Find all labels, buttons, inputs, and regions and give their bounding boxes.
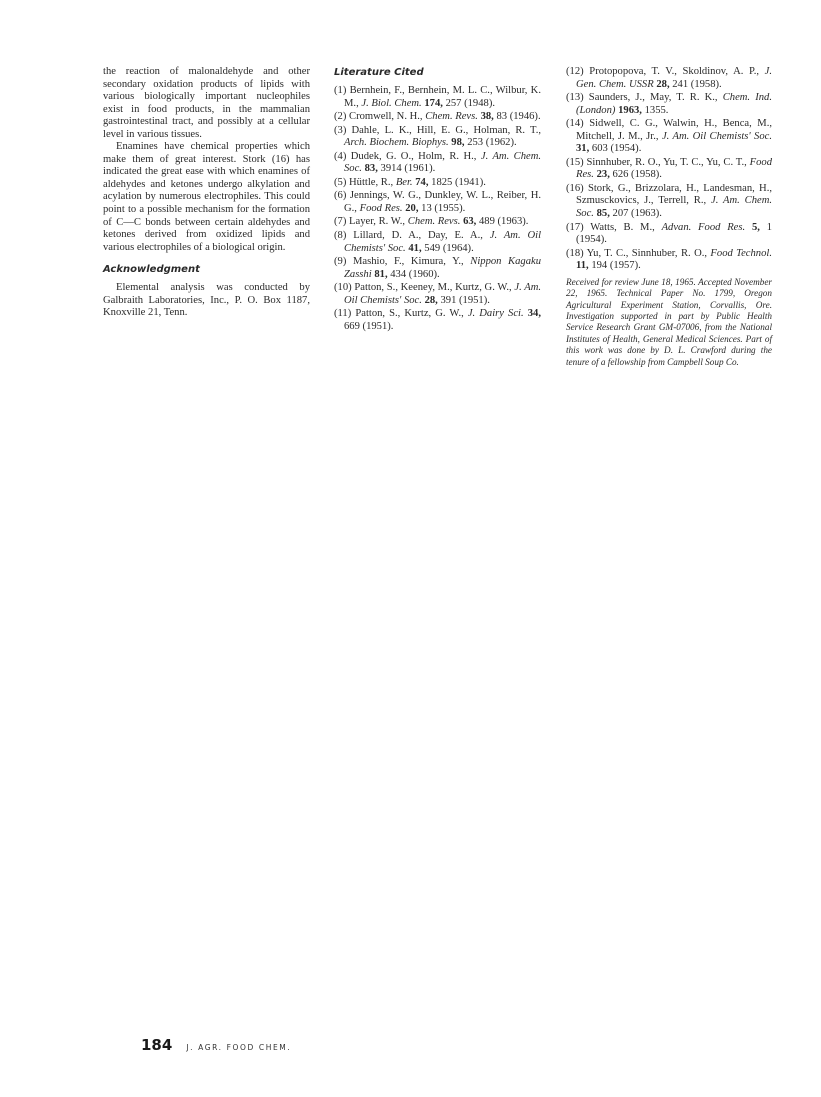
reference-authors: Patton, S., Keeney, M., Kurtz, G. W., [354,282,512,294]
reference-volume: 11, [576,260,589,272]
reference-volume: 5, [751,221,760,233]
reference-volume: 38, [480,111,494,123]
reference-authors: Mashio, F., Kimura, Y., [352,256,464,268]
reference-number: (10) [334,282,352,294]
reference-journal: Food Res. [576,156,773,181]
reference-authors: Protopopova, T. V., Skoldinov, A. P., [589,66,760,77]
reference-number: (12) [566,66,584,77]
acknowledgment-heading: Acknowledgment [103,264,200,276]
reference-volume: 28, [656,78,670,90]
reference-volume: 20, [405,202,419,214]
reference-volume: 74, [415,176,429,188]
reference-journal: J. Gen. Chem. USSR [576,66,773,90]
reference-number: (6) [334,190,347,202]
reference-pages-year: 626 (1958). [612,169,662,181]
reference-entry [334,216,541,229]
reference-pages-year: 1825 (1941). [431,176,486,188]
acknowledgment-text: Elemental analysis was conducted by Galbraith Laboratories, Inc., P. O. Box 1187, Knoxville 21, Tenn. [103,282,310,319]
reference-entry [566,222,772,247]
reference-entry [566,66,772,91]
left-column [103,66,310,320]
reference-journal: J. Dairy Sci. [467,308,524,320]
reference-volume: 31, [576,143,590,155]
reference-entry [566,248,772,273]
reference-pages-year: 603 (1954). [591,143,642,155]
reference-journal: Arch. Biochem. Biophys. [344,137,449,149]
reference-authors: Jennings, W. G., Dunkley, W. L., Reiber, H. G., [344,190,542,214]
reference-journal: J. Am. Oil Chemists' Soc. [344,282,541,306]
reference-journal: Chem. Revs. [407,216,461,228]
reference-journal: Advan. Food Res. [661,221,746,233]
page-footer [141,1036,291,1054]
reference-pages-year: 1 (1954). [576,221,772,246]
reference-list [334,85,541,333]
reference-journal: Nippon Kagaku Zasshi [344,256,541,280]
reference-pages-year: 1355. [644,104,669,116]
reference-pages-year: 434 (1960). [390,268,440,280]
reference-number: (1) [334,85,347,96]
reference-volume: 28, [424,294,438,306]
reference-volume: 174, [424,97,443,109]
reference-entry [566,118,772,156]
reference-journal: J. Biol. Chem. [361,97,422,109]
right-column [566,66,772,368]
reference-authors: Saunders, J., May, T. R. K., [588,92,718,104]
reference-pages-year: 257 (1948). [445,97,495,109]
reference-pages-year: 253 (1962). [467,137,517,149]
reference-entry [566,157,772,182]
body-paragraph: Enamines have chemical properties which make them of great interest. Stork (16) has indicated the great ease with which enamines of aldehydes and ketones undergo alkylation and acylation by numerous electrophiles. This could point to a possible mechanism for the formation of C—C bonds between certain aldehydes and ketones derived from oxidized lipids and various electrophiles of a biological origin. [103,141,310,253]
reference-entry [334,111,541,124]
reference-journal: Ber. [395,176,413,188]
reference-number: (16) [566,182,584,194]
reference-volume: 63, [463,216,477,228]
reference-authors: Hüttle, R., [349,176,394,188]
reference-number: (18) [566,247,584,259]
reference-journal: Chem. Ind. (London) [576,92,772,116]
reference-pages-year: 207 (1963). [612,208,662,220]
reference-authors: Layer, R. W., [349,216,406,228]
page-number: 184 [141,1036,173,1054]
literature-cited-heading: Literature Cited [334,67,424,78]
reference-volume: 98, [451,137,465,149]
reference-number: (8) [334,230,347,242]
reference-entry [334,125,541,150]
middle-column [334,66,541,334]
reference-authors: Sidwell, C. G., Walwin, H., Benca, M., Mitchell, J. M., Jr., [576,118,773,142]
reference-journal: Food Res. [359,202,403,214]
reference-entry [334,256,541,281]
reference-journal: Chem. Revs. [425,111,478,123]
reference-pages-year: 549 (1964). [424,242,474,254]
reference-volume: 85, [596,208,610,220]
reference-entry [566,92,772,117]
reference-authors: Stork, G., Brizzolara, H., Landesman, H., Szmusckovics, J., Terrell, R., [576,182,772,207]
reference-volume: 23, [596,169,610,181]
reference-authors: Patton, S., Kurtz, G. W., [355,308,464,320]
reference-volume: 34, [527,308,541,320]
reference-authors: Dudek, G. O., Holm, R. H., [350,150,477,162]
reference-entry [334,282,541,307]
reference-journal: J. Am. Chem. Soc. [344,150,541,175]
reference-number: (14) [566,118,584,130]
reference-number: (15) [566,156,584,168]
reference-list [566,66,772,273]
reference-number: (3) [334,124,347,136]
reference-entry [334,151,541,176]
journal-name: J. AGR. FOOD CHEM. [186,1043,292,1052]
reference-journal: Food Technol. [710,247,772,259]
reference-number: (2) [334,111,347,123]
reference-authors: Lillard, D. A., Day, E. A., [353,230,483,242]
reference-number: (7) [334,216,347,228]
reference-pages-year: 83 (1946). [496,111,541,123]
reference-entry [334,308,541,333]
reference-number: (5) [334,176,347,188]
reference-journal: J. Am. Chem. Soc. [576,195,772,220]
reference-volume: 1963, [618,104,642,116]
reference-pages-year: 669 (1951). [344,320,394,332]
reference-journal: J. Am. Oil Chemists' Soc. [344,230,542,254]
reference-authors: Bernhein, F., Bernhein, M. L. C., Wilbur, K. M., [344,85,541,109]
reference-pages-year: 391 (1951). [440,294,490,306]
reference-authors: Watts, B. M., [590,221,655,233]
reference-pages-year: 194 (1957). [591,260,641,272]
reference-entry [334,85,541,110]
reference-number: (4) [334,150,347,162]
reference-entry [334,177,541,190]
reference-number: (13) [566,92,584,104]
reference-authors: Dahle, L. K., Hill, E. G., Holman, R. T., [351,124,541,136]
reference-number: (9) [334,256,347,268]
reference-pages-year: 241 (1958). [672,78,722,90]
reference-entry [334,230,541,255]
reference-volume: 83, [364,163,378,175]
reference-volume: 81, [374,268,388,280]
reference-entry [566,183,772,221]
received-note: Received for review June 18, 1965. Accepted November 22, 1965. Technical Paper No. 1799, Oregon Agricultural Experiment Station, Corvallis, Ore. Investigation supported in part by Public Health Service Research Grant GM-07006, from the National Institutes of Health, General Medical Sciences. Part of this work was done by D. L. Crawford during the tenure of a fellowship from Campbell Soup Co. [566,276,772,367]
body-paragraph: the reaction of malonaldehyde and other secondary oxidation products of lipids with various biologically important nucleophiles exist in food products, in the mammalian gastrointestinal tract, and possibly at a cellular level in various tissues. [103,66,310,140]
reference-journal: J. Am. Oil Chemists' Soc. [661,130,772,142]
reference-authors: Yu, T. C., Sinnhuber, R. O., [586,247,708,259]
reference-number: (17) [566,221,584,233]
reference-authors: Sinnhuber, R. O., Yu, T. C., Yu, C. T., [586,156,747,168]
reference-authors: Cromwell, N. H., [349,111,423,123]
reference-pages-year: 3914 (1961). [380,163,436,175]
reference-number: (11) [334,308,352,320]
reference-pages-year: 13 (1955). [421,202,466,214]
reference-entry [334,190,541,215]
reference-volume: 41, [408,242,422,254]
reference-pages-year: 489 (1963). [478,216,529,228]
